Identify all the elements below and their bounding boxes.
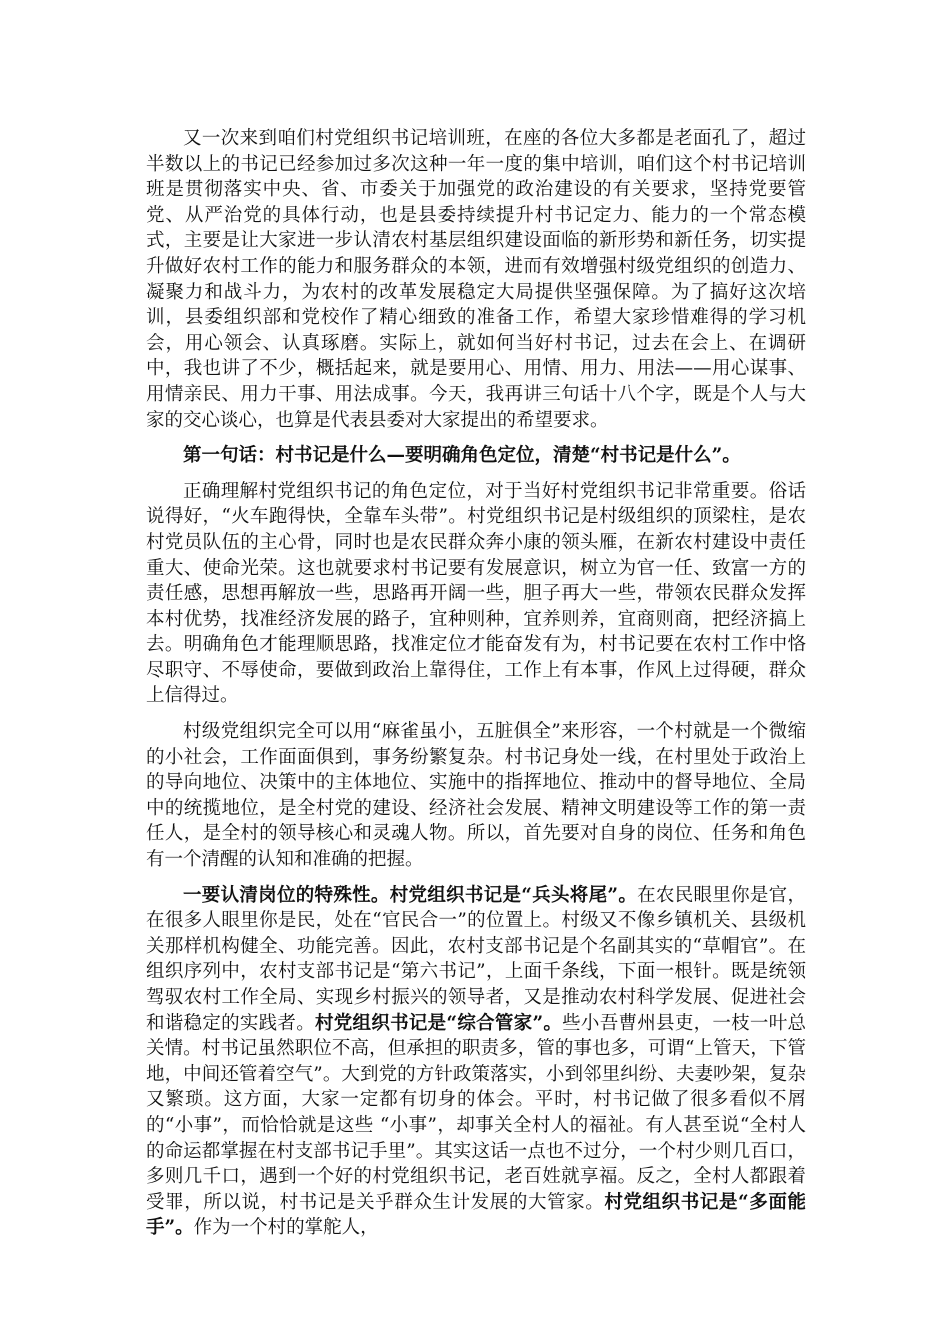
text-run-1: 在农民眼里你是官，在很多人眼里你是民，处在“官民合一”的位置上。村级又不像乡镇机关、县级机关那样机构健全、功能完善。因此，农村支部书记是个名副其实的“草帽官”。在组织序列中，农村支部书记是“第六书记”，上面千条线，下面一根针。既是统领驾驭农村工作全局、实现乡村振兴的领导者，又是推动农村科学发展、促进社会和谐稳定的实践者。 [146, 884, 806, 1034]
bold-phrase-position: 一要认清岗位的特殊性。村党组织书记是“兵头将尾”。 [183, 884, 638, 906]
text-run-3: 作为一个村的掌舵人， [193, 1217, 379, 1239]
paragraph-intro: 又一次来到咱们村党组织书记培训班，在座的各位大多都是老面孔了，超过半数以上的书记已经参加过多次这种一年一度的集中培训，咱们这个村书记培训班是贯彻落实中央、省、市委关于加强党的政治建设的有关要求，坚持党要管党、从严治党的具体行动，也是县委持续提升村书记定力、能力的一个常态模式，主要是让大家进一步认清农村基层组织建设面临的新形势和新任务，切实提升做好农村工作的能力和服务群众的本领，进而有效增强村级党组织的创造力、凝聚力和战斗力，为农村的改革发展稳定大局提供坚强保障。为了搞好这次培训，县委组织部和党校作了精心细致的准备工作，希望大家珍惜难得的学习机会，用心领会、认真琢磨。实际上，就如何当好村书记，过去在会上、在调研中，我也讲了不少，概括起来，就是要用心、用情、用力、用法——用心谋事、用情亲民、用力干事、用法成事。今天，我再讲三句话十八个字，既是个人与大家的交心谈心，也算是代表县委对大家提出的希望要求。 [146, 128, 806, 431]
paragraph-role-definition: 正确理解村党组织书记的角色定位，对于当好村党组织书记非常重要。俗话说得好，“火车跑得快，全靠车头带”。村党组织书记是村级组织的顶梁柱，是农村党员队伍的主心骨，同时也是农民群众奔小康的领头雁，在新农村建设中责任重大、使命光荣。这也就要求村书记要有发展意识，树立为官一任、致富一方的责任感，思想再解放一些，思路再开阔一些，胆子再大一些，带领农民群众发挥本村优势，找准经济发展的路子，宜种则种，宜养则养，宜商则商，把经济搞上去。明确角色才能理顺思路，找准定位才能奋发有为，村书记要在农村工作中恪尽职守、不辱使命，要做到政治上靠得住，工作上有本事，作风上过得硬，群众上信得过。 [146, 480, 806, 707]
section-heading-1: 第一句话：村书记是什么—要明确角色定位，清楚“村书记是什么”。 [183, 445, 741, 467]
bold-phrase-manager: 村党组织书记是“综合管家”。 [315, 1012, 563, 1034]
document-body [146, 126, 806, 1251]
bold-phrase-multiskilled: 村党组织书记是“多面能手”。 [146, 1191, 806, 1239]
paragraph-village-organization: 村级党组织完全可以用“麻雀虽小，五脏俱全”来形容，一个村就是一个微缩的小社会，工作面面俱到，事务纷繁复杂。村书记身处一线，在村里处于政治上的导向地位、决策中的主体地位、实施中的指挥地位、推动中的督导地位、全局中的统揽地位，是全村党的建设、经济社会发展、精神文明建设等工作的第一责任人，是全村的领导核心和灵魂人物。所以，首先要对自身的岗位、任务和角色有一个清醒的认知和准确的把握。 [146, 721, 806, 871]
text-run-2: 些小吾曹州县吏，一枝一叶总关情。村书记虽然职位不高，但承担的职责多，管的事也多，可谓“上管天，下管地，中间还管着空气”。大到党的方针政策落实，小到邻里纠纷、夫妻吵架，复杂又繁琐。这方面，大家一定都有切身的体会。平时，村书记做了很多看似不屑的“小事”，而恰恰就是这些 “小事”，却事关全村人的福祉。有人甚至说“全村人的命运都掌握在村支部书记手里”。其实这话一点也不过分，一个村少则几百口，多则几千口，遇到一个好的村党组织书记，老百姓就享福。反之，全村人都跟着受罪，所以说，村书记是关乎群众生计发展的大管家。 [146, 1012, 806, 1213]
paragraph-position-special [146, 883, 806, 1241]
